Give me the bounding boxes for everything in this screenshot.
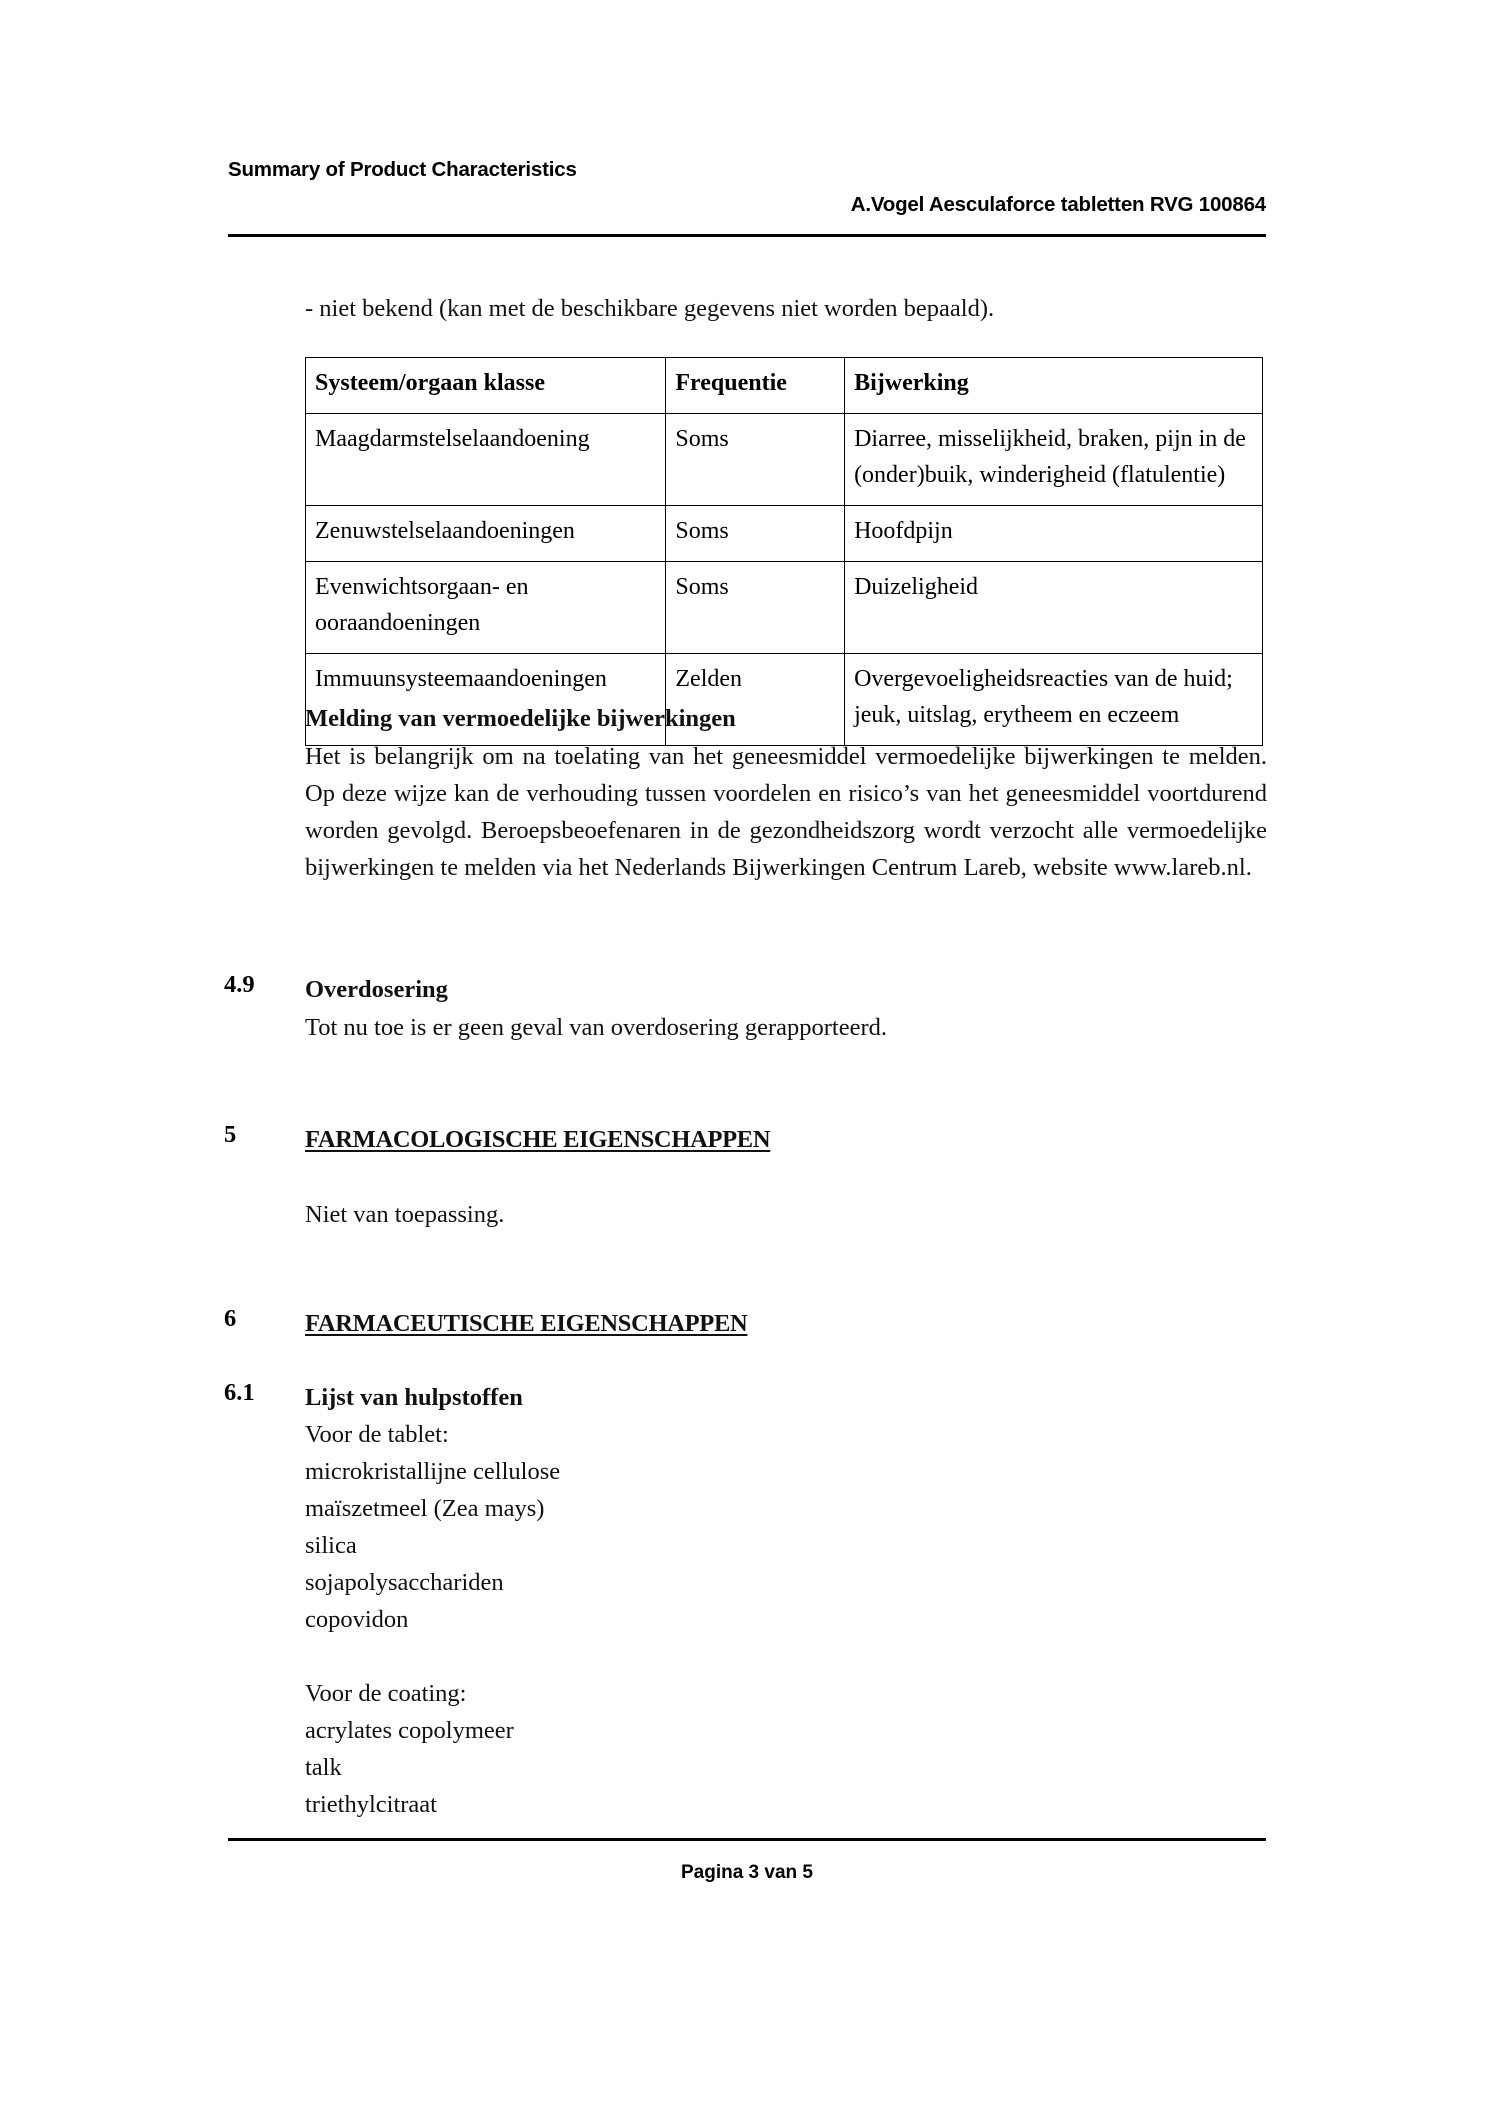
coating-ingredients-label: Voor de coating: — [305, 1680, 467, 1707]
section-number-6-1: 6.1 — [224, 1379, 255, 1406]
cell-system: Zenuwstelselaandoeningen — [306, 506, 666, 562]
cell-system: Maagdarmstelselaandoening — [306, 414, 666, 506]
cell-frequency: Soms — [666, 506, 845, 562]
ingredient-item: triethylcitraat — [305, 1791, 437, 1818]
reporting-body: Het is belangrijk om na toelating van het geneesmiddel vermoedelijke bijwerkingen te melden. Op deze wijze kan de verhouding tussen voordelen en risico’s van het geneesmiddel voortdurend worden gevolgd. Beroepsbeoefenaren in de gezondheidszorg wordt verzocht alle vermoedelijke bijwerkingen te melden via het Nederlands Bijwerkingen Centrum Lareb, website www.lareb.nl. — [305, 743, 1267, 881]
cell-system: Immuunsysteemaandoeningen — [306, 654, 666, 746]
section-title-5 — [305, 1121, 1265, 1158]
document-header — [228, 158, 1268, 217]
column-header-frequency: Frequentie — [666, 358, 845, 414]
cell-effect: Diarree, misselijkheid, braken, pijn in de (onder)buik, winderigheid (flatulentie) — [845, 414, 1263, 506]
cell-effect: Overgevoeligheidsreacties van de huid; jeuk, uitslag, erytheem en eczeem — [845, 654, 1263, 746]
section-body-4-9: Tot nu toe is er geen geval van overdosering gerapporteerd. — [305, 1014, 887, 1041]
cell-frequency: Soms — [666, 414, 845, 506]
cell-system: Evenwichtsorgaan- en ooraandoeningen — [306, 562, 666, 654]
section-number-6: 6 — [224, 1305, 237, 1332]
table-row — [306, 506, 1263, 562]
section-number-4-9: 4.9 — [224, 971, 255, 998]
section-body-5: Niet van toepassing. — [305, 1201, 505, 1228]
ingredient-item: maïszetmeel (Zea mays) — [305, 1495, 545, 1522]
cell-effect: Duizeligheid — [845, 562, 1263, 654]
header-title: Summary of Product Characteristics — [228, 158, 577, 181]
cell-frequency: Soms — [666, 562, 845, 654]
ingredient-item: silica — [305, 1532, 357, 1559]
footer-page-number: Pagina 3 van 5 — [680, 1862, 813, 1883]
ingredient-item: microkristallijne cellulose — [305, 1458, 561, 1485]
header-divider — [228, 234, 1266, 237]
section-number-5: 5 — [224, 1121, 237, 1148]
ingredient-item: sojapolysacchariden — [305, 1569, 504, 1596]
ingredient-item: talk — [305, 1754, 342, 1781]
section-title-4-9: Overdosering — [305, 976, 448, 1003]
table-row — [306, 414, 1263, 506]
section-title-5-text: FARMACOLOGISCHE EIGENSCHAPPEN — [305, 1126, 771, 1153]
footer-divider — [228, 1838, 1266, 1841]
cell-effect: Hoofdpijn — [845, 506, 1263, 562]
ingredient-item: acrylates copolymeer — [305, 1717, 514, 1744]
section-title-6-text: FARMACEUTISCHE EIGENSCHAPPEN — [305, 1310, 748, 1337]
header-product-name: A.Vogel Aesculaforce tabletten RVG 100864 — [850, 192, 1266, 216]
section-title-6-1: Lijst van hulpstoffen — [305, 1384, 523, 1411]
section-title-6 — [305, 1305, 1265, 1342]
table-row — [306, 562, 1263, 654]
frequency-note: - niet bekend (kan met de beschikbare gegevens niet worden bepaald). — [305, 295, 995, 322]
column-header-system: Systeem/orgaan klasse — [306, 358, 666, 414]
reporting-heading: Melding van vermoedelijke bijwerkingen — [305, 705, 736, 732]
table-header-row — [306, 358, 1263, 414]
column-header-effect: Bijwerking — [845, 358, 1263, 414]
ingredient-item: copovidon — [305, 1606, 409, 1633]
adverse-effects-table — [305, 357, 1263, 746]
cell-frequency: Zelden — [666, 654, 845, 746]
tablet-ingredients-label: Voor de tablet: — [305, 1421, 449, 1448]
